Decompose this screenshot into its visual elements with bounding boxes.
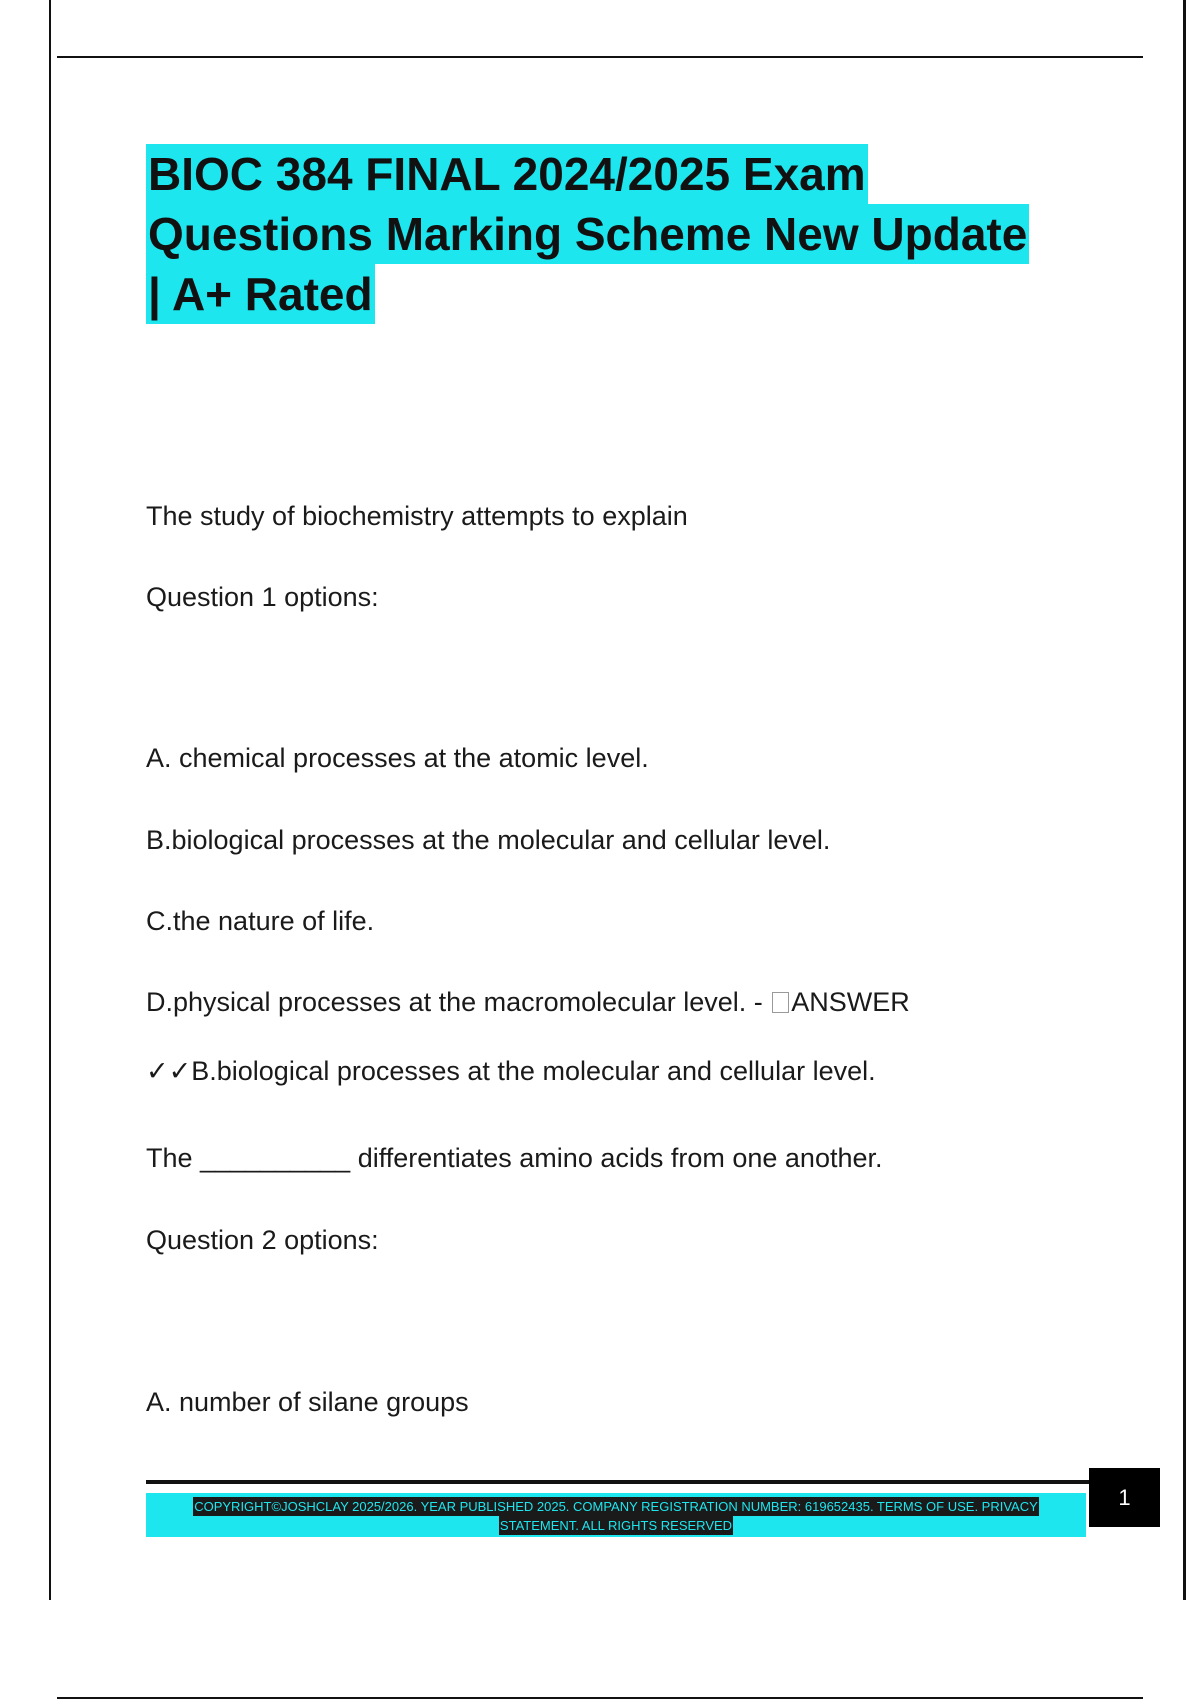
question-2-stem: The __________ differentiates amino acids from one another. [146,1143,883,1173]
question-2-option-a: A. number of silane groups [146,1387,469,1417]
page-number: 1 [1089,1468,1160,1527]
question-1-option-a: A. chemical processes at the atomic level. [146,743,649,773]
header-rule [57,56,1143,58]
question-1-answer-row [146,1054,876,1089]
copyright-footer [146,1493,1086,1537]
double-check-icon: ✓✓ [146,1056,192,1087]
document-title [146,144,1106,324]
title-line-1: BIOC 384 FINAL 2024/2025 Exam [146,144,868,204]
checkbox-glyph-icon [772,992,789,1013]
footer-rule [146,1480,1089,1484]
copyright-line-1: COPYRIGHT©JOSHCLAY 2025/2026. YEAR PUBLISHED 2025. COMPANY REGISTRATION NUMBER: 619652435. TERMS OF USE. PRIVACY [194,1499,1038,1514]
question-1-stem: The study of biochemistry attempts to explain [146,501,688,531]
question-1-option-d-row [146,985,910,1019]
question-1-options-label: Question 1 options: [146,582,379,612]
title-line-3: | A+ Rated [146,264,375,324]
answer-label: ANSWER [791,987,910,1017]
page-border-right [1183,0,1186,1600]
question-1-option-b: B.biological processes at the molecular and cellular level. [146,825,831,855]
question-1-answer: B.biological processes at the molecular and cellular level. [191,1056,876,1086]
title-line-2: Questions Marking Scheme New Update [146,204,1029,264]
copyright-line-2: STATEMENT. ALL RIGHTS RESERVED [499,1518,733,1533]
question-1-option-d: D.physical processes at the macromolecular level. - [146,987,763,1017]
next-page-rule [57,1697,1143,1699]
question-2-options-label: Question 2 options: [146,1225,379,1255]
page-border-left [49,0,51,1600]
question-1-option-c: C.the nature of life. [146,906,375,936]
